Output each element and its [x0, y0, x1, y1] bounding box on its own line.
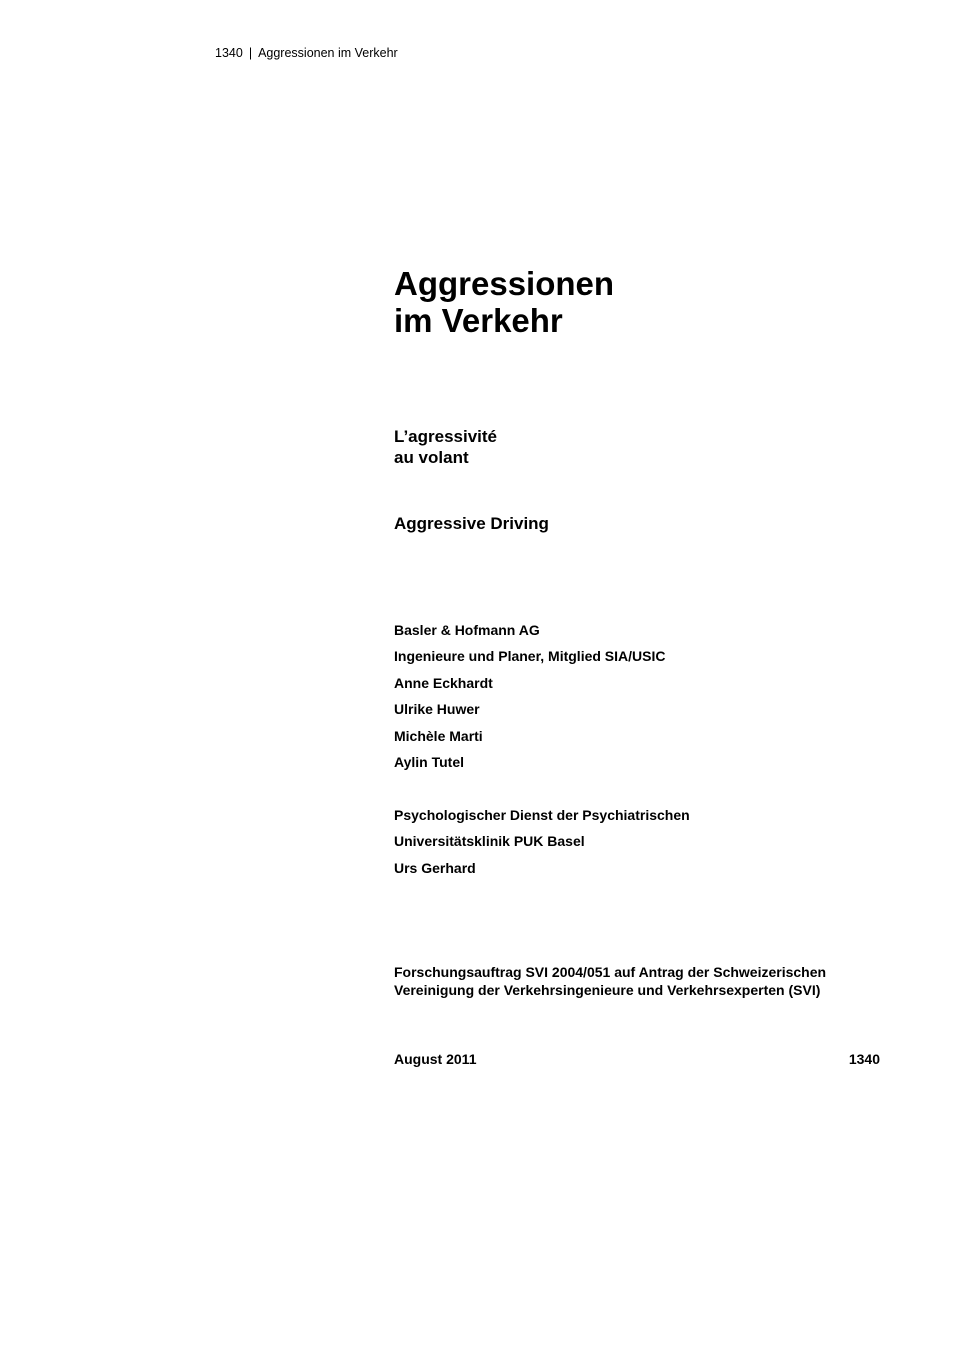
- author-name: Michèle Marti: [394, 727, 483, 744]
- title-line-1: Aggressionen: [394, 265, 615, 302]
- running-header: [215, 45, 398, 61]
- research-order-line-2: Vereinigung der Verkehrsingenieure und Verkehrsexperten (SVI): [394, 981, 821, 998]
- author-name: Aylin Tutel: [394, 753, 464, 770]
- publication-date: August 2011: [394, 1051, 477, 1067]
- subtitle-fr-line-2: au volant: [394, 447, 469, 467]
- footer-report-number: 1340: [848, 1051, 880, 1067]
- author-name: Anne Eckhardt: [394, 674, 493, 691]
- contractor-author-list: [394, 621, 880, 779]
- author-name: Ulrike Huwer: [394, 701, 480, 718]
- author-name: Urs Gerhard: [394, 859, 476, 876]
- psych-service-name: Psychologischer Dienst der Psychiatrischen: [394, 807, 690, 823]
- header-running-title: Aggressionen im Verkehr: [258, 46, 398, 60]
- subtitle-french: [394, 427, 880, 468]
- contractor-company: Basler & Hofmann AG: [394, 622, 540, 638]
- title-line-2: im Verkehr: [394, 302, 563, 339]
- subtitle-fr-line-1: L’agressivité: [394, 427, 498, 446]
- clinic-name: Universitätsklinik PUK Basel: [394, 833, 585, 850]
- subtitle-english: Aggressive Driving: [394, 514, 549, 533]
- header-separator: |: [248, 46, 253, 60]
- document-title: [394, 265, 880, 339]
- psych-author-list: [394, 806, 880, 885]
- research-order-statement: [394, 964, 880, 999]
- footer-row: [394, 1050, 880, 1068]
- research-order-line-1: Forschungsauftrag SVI 2004/051 auf Antrag der Schweizerischen: [394, 964, 827, 980]
- header-report-number: 1340: [215, 46, 243, 60]
- contractor-description: Ingenieure und Planer, Mitglied SIA/USIC: [394, 648, 666, 665]
